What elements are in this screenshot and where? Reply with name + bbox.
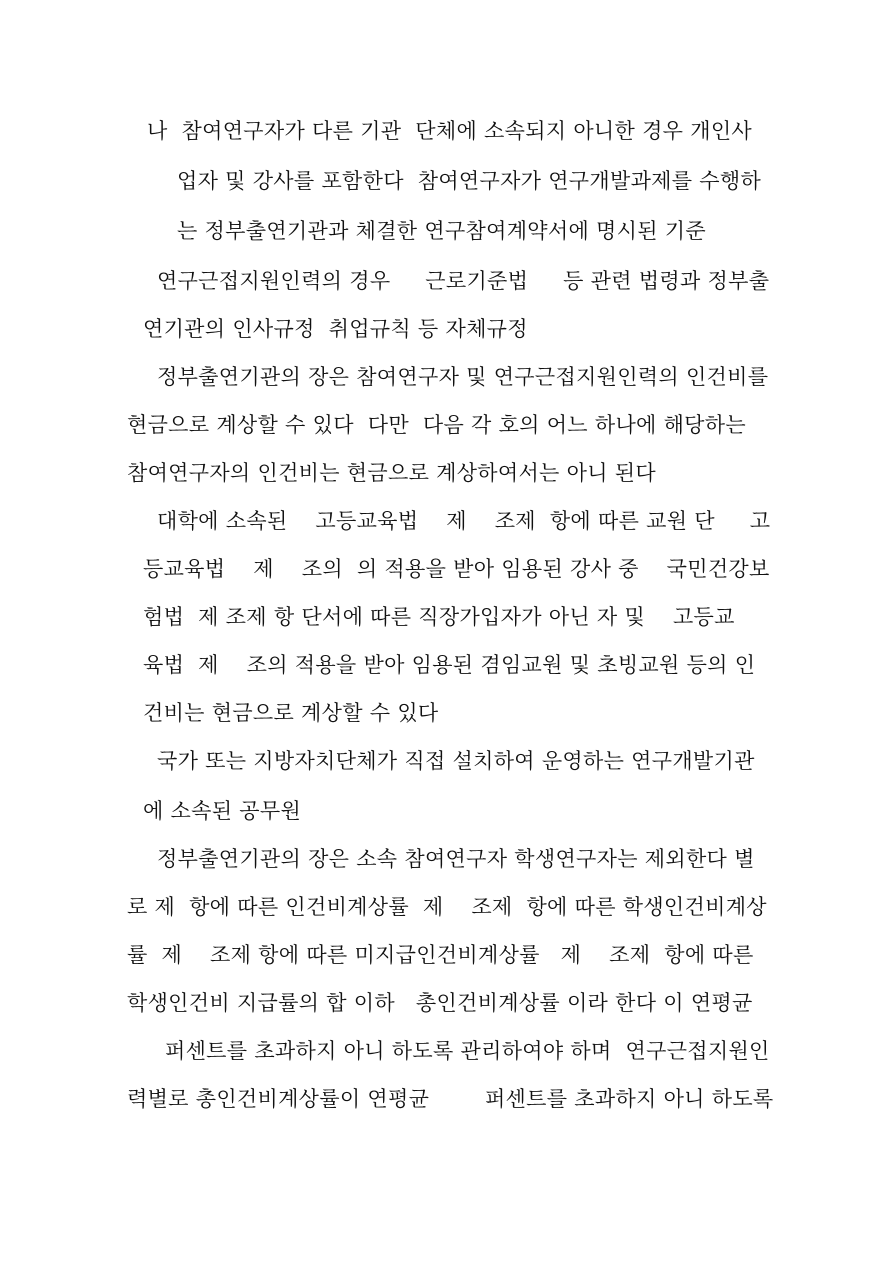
- text-line-21: 력별로 총인건비계상률이 연평균 퍼센트를 초과하지 아니 하도록: [127, 1087, 774, 1111]
- text-line-13: 건비는 현금으로 계상할 수 있다: [143, 701, 439, 725]
- text-line-7: 현금으로 계상할 수 있다 다만 다음 각 호의 어느 하나에 해당하는: [127, 413, 746, 437]
- text-line-6: 정부출연기관의 장은 참여연구자 및 연구근접지원인력의 인건비를: [157, 365, 769, 389]
- text-line-9: 대학에 소속된 고등교육법 제 조제 항에 따른 교원 단 고: [157, 509, 771, 533]
- text-line-12: 육법 제 조의 적용을 받아 임용된 겸임교원 및 초빙교원 등의 인: [143, 653, 756, 677]
- text-line-14: 국가 또는 지방자치단체가 직접 설치하여 운영하는 연구개발기관: [157, 749, 755, 773]
- text-line-11: 험법 제 조제 항 단서에 따른 직장가입자가 아닌 자 및 고등교: [143, 605, 735, 629]
- text-line-4: 연구근접지원인력의 경우 근로기준법 등 관련 법령과 정부출: [157, 269, 770, 293]
- text-line-3: 는 정부출연기관과 체결한 연구참여계약서에 명시된 기준: [177, 219, 706, 243]
- text-line-2: 업자 및 강사를 포함한다 참여연구자가 연구개발과제를 수행하: [177, 169, 762, 193]
- text-line-18: 률 제 조제 항에 따른 미지급인건비계상률 제 조제 항에 따른: [127, 943, 754, 967]
- text-line-16: 정부출연기관의 장은 소속 참여연구자 학생연구자는 제외한다 별: [157, 847, 755, 871]
- text-line-8: 참여연구자의 인건비는 현금으로 계상하여서는 아니 된다: [127, 461, 656, 485]
- text-line-17: 로 제 항에 따른 인건비계상률 제 조제 항에 따른 학생인건비계상: [127, 895, 767, 919]
- text-line-10: 등교육법 제 조의 의 적용을 받아 임용된 강사 중 국민건강보: [143, 557, 770, 581]
- text-line-1: 나 참여연구자가 다른 기관 단체에 소속되지 아니한 경우 개인사: [147, 119, 752, 143]
- text-line-20: 퍼센트를 초과하지 아니 하도록 관리하여야 하며 연구근접지원인: [165, 1039, 770, 1063]
- text-line-15: 에 소속된 공무원: [143, 799, 302, 823]
- text-line-19: 학생인건비 지급률의 합 이하 총인건비계상률 이라 한다 이 연평균: [127, 991, 753, 1015]
- text-line-5: 연기관의 인사규정 취업규칙 등 자체규정: [143, 317, 528, 341]
